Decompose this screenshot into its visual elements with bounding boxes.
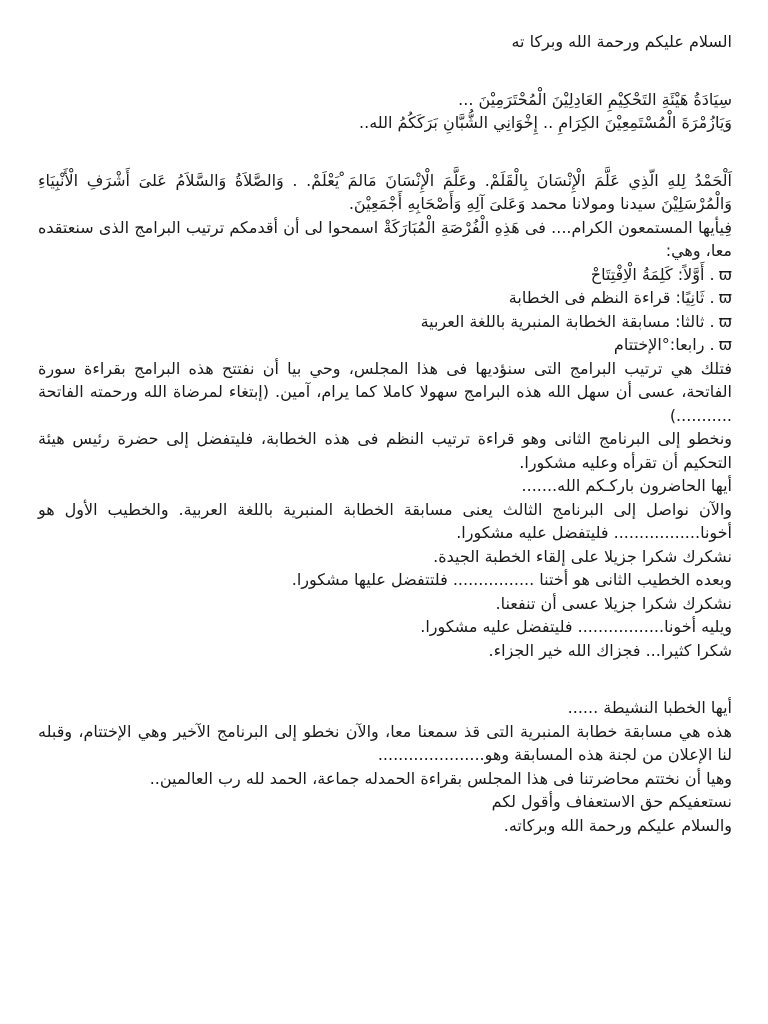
list-item: [38, 263, 732, 287]
list-item-text: . ثالثا: مسابقة الخطابة المنبرية باللغة العربية: [420, 311, 715, 331]
body-paragraph-thanks-1: نشكرك شكرا جزيلا على إلقاء الخطبة الجيدة.: [433, 546, 732, 566]
document-page: [38, 30, 732, 837]
spacer: [38, 54, 732, 88]
list-item-text: . أَوَّلاً: كَلِمَةُ الْاِفْتِتَاحْ: [590, 264, 715, 284]
body-paragraph-second-speaker: وبعده الخطيب الثانى هو أختنا ................ فلتتفضل عليها مشكورا.: [291, 570, 732, 589]
body-paragraph-audience: أيها الحاضرون باركـكم الله.......: [521, 476, 732, 495]
list-item: [38, 333, 732, 357]
address-line-2: وَيَازُمْرَةَ الْمُسْتَمِعِيْنَ الكِرَامِ .. إِخْوَانِي الشُّبَّانِ بَرَكَكُمُ الله..: [359, 113, 732, 132]
spacer: [38, 662, 732, 696]
body-paragraph-fatiha: فتلك هي ترتيب البرامج التى سنؤديها فى هذا المجلس، وحي بيا أن نفتتح هذه البرامج بقراءة سورة الفاتحة، عسى أن سهل الله هذه البرامج سهولا كاملا كما يرام، آمين. (إبتغاء لمرضاة الله ورحمته الفاتحة ...........): [38, 358, 732, 425]
spacer: [38, 135, 732, 169]
address-line-1: سِيَادَةُ هَيْئَةِ التَحْكِيْمِ العَادِلِيْنَ الْمُحْتَرَمِيْنَ ...: [458, 89, 732, 109]
bullet-icon: ϖ: [718, 311, 732, 331]
closing-address: أيها الخطبا النشيطة ......: [567, 698, 732, 717]
list-item: [38, 310, 732, 334]
intro-paragraph: فِيأيها المستمعون الكرام.... فى هَذِهِ الْفُرْصَةِ الْمُبَارَكَةْ اسمحوا لى أن أقدمكم ترتيب البرامج الذى سنعتقده معا، وهي:: [38, 217, 732, 260]
hamd-paragraph: اَلْحَمْدُ لِلهِ الّذِي عَلَّمَ الْإِنْسَانَ بِالْقَلَمْ. وعَلَّمَ الْإِنْسَانَ مَالمَ ْيَعْلَمْ. . وَالصَّلاَةُ وَالسَّلاَمُ عَلىَ أَشْرَفِ الْأَنْبِيَاءِ وَالْمُرْسَلِيْنَ سيدنا ومولانا محمد وَعَلىَ آلِهِ وَأَصْحَابِهِ أَجْمَعِيْنَ.: [38, 170, 732, 213]
bullet-icon: ϖ: [718, 288, 732, 307]
body-paragraph-third-program: والآن نواصل إلى البرنامج الثالث يعنى مسابقة الخطابة المنبرية باللغة العربية. والخطيب الأول هو أخونا................. فليتفضل عليه مشكورا.: [38, 499, 732, 542]
program-list: [38, 263, 732, 357]
body-paragraph-second-program: ونخطو إلى البرنامج الثانى وهو قراءة ترتيب النظم فى هذه الخطابة، فليتفضل إلى حضرة رئيس هيئة التحكيم أن تقرأه وعليه مشكورا.: [38, 429, 732, 472]
body-paragraph-thanks-3: شكرا كثيرا... فجزاك الله خير الجزاء.: [488, 640, 732, 660]
body-paragraph-thanks-2: نشكرك شكرا جزيلا عسى أن تنفعنا.: [495, 593, 732, 613]
list-item: [38, 286, 732, 310]
bullet-icon: ϖ: [718, 335, 732, 354]
body-paragraph-third-speaker: ويليه أخونا................. فليتفضل عليه مشكورا.: [420, 617, 732, 636]
closing-paragraph-farewell: نستعفيكم حق الاستعفاف وأقول لكم: [491, 792, 732, 811]
bullet-icon: ϖ: [718, 264, 732, 284]
greeting-closing: والسلام عليكم ورحمة الله وبركاته.: [503, 815, 732, 835]
list-item-text: . ثَانِيًا: قراءة النظم فى الخطابة: [508, 288, 715, 307]
closing-paragraph-final-program: هذه هي مسابقة خطابة المنبرية التى قذ سمعنا معا، والآن نخطو إلى البرنامج الآخير وهي الإختتام، وقبله لنا الإعلان من لجنة هذه المسابقة وهو.....................: [38, 721, 732, 764]
list-item-text: . رابعا:°الإختتام: [613, 335, 715, 354]
greeting-opening: السلام عليكم ورحمة الله وبركا ته: [511, 32, 732, 51]
closing-paragraph-hamdala: وهيا أن نختتم محاضرتنا فى هذا المجلس بقراءة الحمدله جماعة، الحمد لله رب العالمين..: [149, 768, 732, 788]
